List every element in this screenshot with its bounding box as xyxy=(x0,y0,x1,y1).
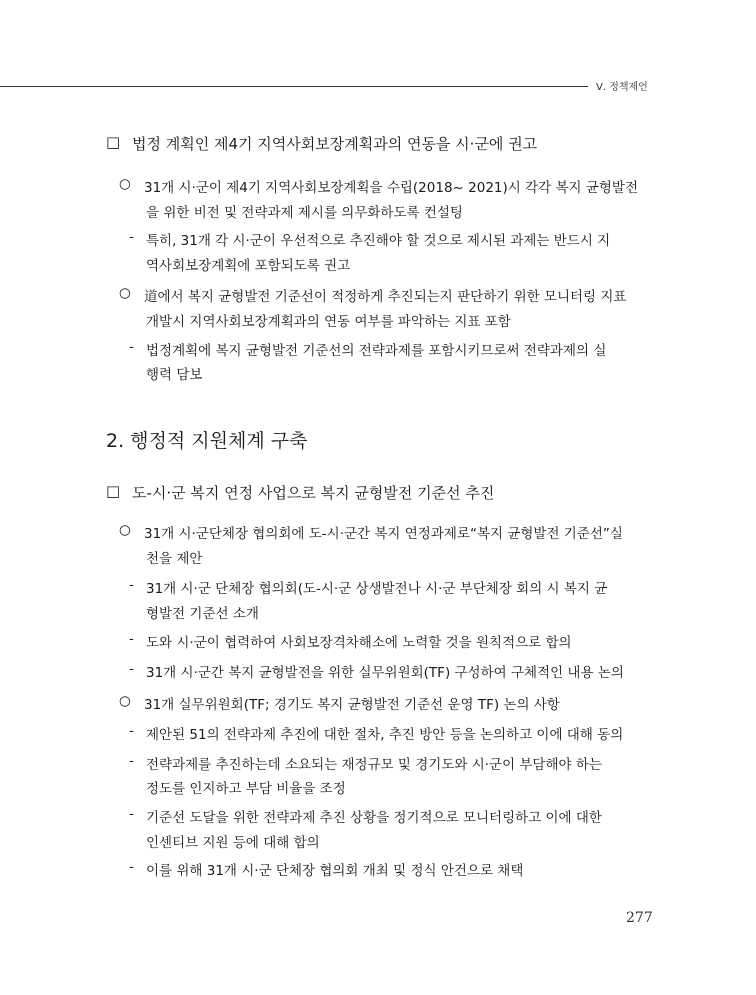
heading-text: 법정 계획인 제4기 지역사회보장계획과의 연동을 시·군에 권고 xyxy=(132,135,538,153)
sub-item-text: 31개 시·군간 복지 균형발전을 위한 실무위원회(TF) 구성하여 구체적인 내용 논의 xyxy=(146,665,624,681)
circle-bullet-icon: ○ xyxy=(119,176,131,192)
section-title: 2. 행정적 지원체계 구축 xyxy=(106,430,308,452)
item-text-cont: 천을 제안 xyxy=(146,551,203,567)
sub-item-text: 전략과제를 추진하는데 소요되는 재정규모 및 경기도와 시·군이 부담해야 하는 xyxy=(146,757,602,773)
sub-item-text: 도와 시·군이 협력하여 사회보장격차해소에 노력할 것을 원칙적으로 합의 xyxy=(146,635,572,651)
sub-item-text: 제안된 51의 전략과제 추진에 대한 절차, 추진 방안 등을 논의하고 이에 대해 동의 xyxy=(146,727,624,743)
sub-item-text: 특히, 31개 각 시·군이 우선적으로 추진해야 할 것으로 제시된 과제는 반드시 지 xyxy=(146,233,611,249)
dash-bullet-icon: - xyxy=(129,661,134,677)
sub-item-text-cont: 정도를 인지하고 부담 비율을 조정 xyxy=(146,781,346,797)
dash-bullet-icon: - xyxy=(129,753,134,769)
sub-item-text: 이를 위해 31개 시·군 단체장 협의회 개최 및 정식 안건으로 채택 xyxy=(146,863,524,879)
running-header: Ⅴ. 정책제언 xyxy=(596,82,648,93)
item-text: 31개 시·군이 제4기 지역사회보장계획을 수립(2018~ 2021)시 각각 복지 균형발전 xyxy=(144,180,639,196)
circle-bullet-icon: ○ xyxy=(119,285,131,301)
sub-item-text-cont: 행력 담보 xyxy=(146,367,203,383)
sub-item-text: 31개 시·군 단체장 협의회(도-시·군 상생발전나 시·군 부단체장 회의 시 복지 균 xyxy=(146,581,608,597)
dash-bullet-icon: - xyxy=(129,859,134,875)
sub-item-text: 법정계획에 복지 균형발전 기준선의 전략과제를 포함시키므로써 전략과제의 실 xyxy=(146,343,607,359)
dash-bullet-icon: - xyxy=(129,723,134,739)
dash-bullet-icon: - xyxy=(129,631,134,647)
dash-bullet-icon: - xyxy=(129,229,134,245)
square-bullet-icon: □ xyxy=(106,482,121,500)
item-text-cont: 개발시 지역사회보장계획과의 연동 여부를 파악하는 지표 포함 xyxy=(146,314,511,330)
item-text: 道에서 복지 균형발전 기준선이 적정하게 추진되는지 판단하기 위한 모니터링 지표 xyxy=(144,289,627,305)
dash-bullet-icon: - xyxy=(129,339,134,355)
circle-bullet-icon: ○ xyxy=(119,693,131,709)
page-number: 277 xyxy=(626,910,653,926)
item-text: 31개 실무위원회(TF; 경기도 복지 균형발전 기준선 운영 TF) 논의 사항 xyxy=(144,697,560,713)
item-text-cont: 을 위한 비전 및 전략과제 제시를 의무화하도록 컨설팅 xyxy=(146,205,463,221)
square-bullet-icon: □ xyxy=(106,133,121,151)
heading-text: 도-시·군 복지 연정 사업으로 복지 균형발전 기준선 추진 xyxy=(132,484,495,502)
circle-bullet-icon: ○ xyxy=(119,522,131,538)
item-text: 31개 시·군단체장 협의회에 도-시·군간 복지 연정과제로“복지 균형발전 기준선”실 xyxy=(144,526,623,542)
sub-item-text-cont: 형발전 기준선 소개 xyxy=(146,606,259,622)
sub-item-text-cont: 인센티브 지원 등에 대해 합의 xyxy=(146,835,320,851)
sub-item-text: 기준선 도달을 위한 전략과제 추진 상황을 정기적으로 모니터링하고 이에 대한 xyxy=(146,810,602,826)
sub-item-text-cont: 역사회보장계획에 포함되도록 권고 xyxy=(146,258,351,274)
dash-bullet-icon: - xyxy=(129,577,134,593)
dash-bullet-icon: - xyxy=(129,806,134,822)
header-rule xyxy=(0,86,588,87)
